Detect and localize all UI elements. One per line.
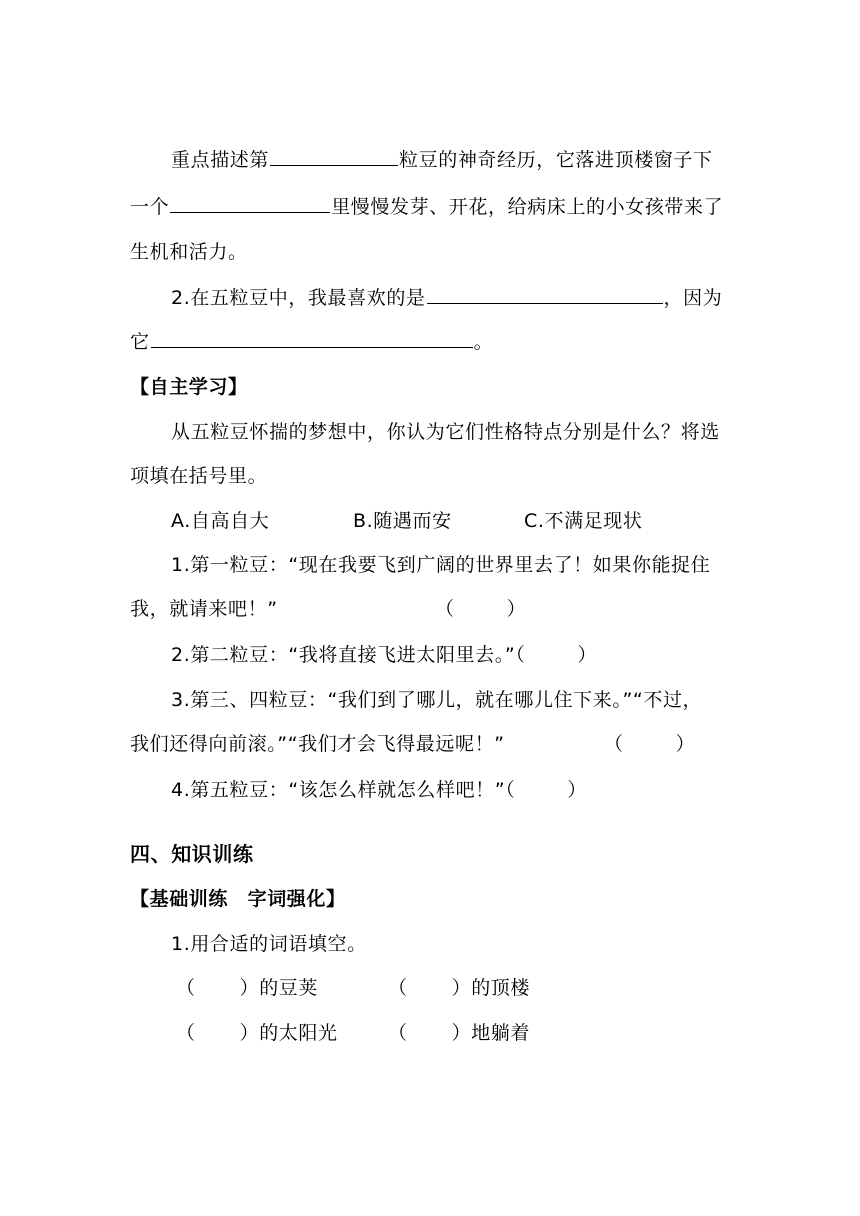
fill-row-1 xyxy=(176,973,776,1003)
answer-paren[interactable]: （ ） xyxy=(435,598,527,620)
option-c: C.不满足现状 xyxy=(524,510,643,532)
options-row xyxy=(171,506,771,536)
para1-line2: 一个 里慢慢发芽、开花，给病床上的小女孩带来了 xyxy=(130,192,730,222)
section-basic-training: 【基础训练 字词强化】 xyxy=(130,888,346,910)
fill-item[interactable]: （ ）的豆荚 xyxy=(176,977,319,999)
answer-paren[interactable]: （ ） xyxy=(505,779,587,801)
q2-line2: 它 。 xyxy=(130,327,730,357)
fill-item[interactable]: （ ）地躺着 xyxy=(388,1022,531,1044)
answer-blank[interactable] xyxy=(170,192,330,213)
answer-blank[interactable] xyxy=(270,145,398,166)
answer-blank[interactable] xyxy=(427,283,663,304)
para1-line3: 生机和活力。 xyxy=(130,241,248,263)
option-a: A.自高自大 xyxy=(171,510,270,532)
section-title-knowledge: 四、知识训练 xyxy=(130,842,254,866)
fill-question: 1.用合适的词语填空。 xyxy=(171,933,367,955)
item3-line1: 3.第三、四粒豆：“我们到了哪儿，就在哪儿住下来。”“不过， xyxy=(171,689,703,711)
answer-blank[interactable] xyxy=(151,327,473,348)
option-b: B.随遇而安 xyxy=(353,510,452,532)
answer-paren[interactable]: （ ） xyxy=(515,644,598,666)
intro-line2: 项填在括号里。 xyxy=(130,465,268,487)
item4-line: 4.第五粒豆：“该怎么样就怎么样吧！”（ ） xyxy=(171,779,587,801)
q2-line1: 2.在五粒豆中，我最喜欢的是 ，因为 xyxy=(171,283,771,313)
item3-line2: 我们还得向前滚。”“我们才会飞得最远呢！” （ ） xyxy=(130,733,696,755)
fill-row-2 xyxy=(176,1018,776,1048)
answer-paren[interactable]: （ ） xyxy=(604,733,696,755)
section-self-study: 【自主学习】 xyxy=(130,376,248,398)
fill-item[interactable]: （ ）的顶楼 xyxy=(388,977,531,999)
item2-line: 2.第二粒豆：“我将直接飞进太阳里去。”（ ） xyxy=(171,644,598,666)
para1-line1: 重点描述第 粒豆的神奇经历，它落进顶楼窗子下 xyxy=(171,145,771,175)
intro-line1: 从五粒豆怀揣的梦想中，你认为它们性格特点分别是什么？将选 xyxy=(171,421,720,443)
item1-line2: 我，就请来吧！” （ ） xyxy=(130,598,527,620)
fill-item[interactable]: （ ）的太阳光 xyxy=(176,1022,338,1044)
item1-line1: 1.第一粒豆：“现在我要飞到广阔的世界里去了！如果你能捉住 xyxy=(171,554,711,576)
